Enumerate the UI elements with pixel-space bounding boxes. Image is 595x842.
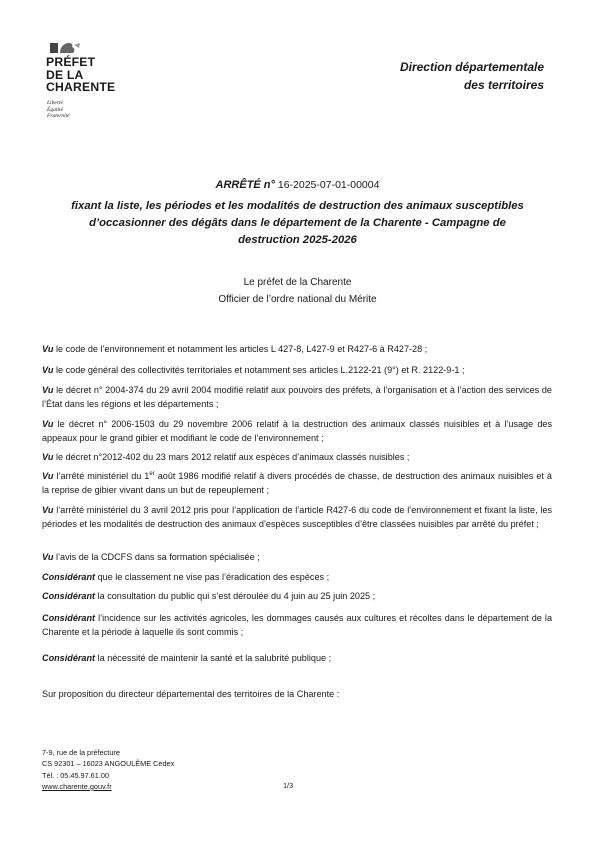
- logo-line-3: CHARENTE: [46, 80, 116, 94]
- logo-line-1: PRÉFET: [46, 55, 96, 69]
- footer-address: [42, 747, 174, 792]
- arrete-title: [44, 198, 551, 249]
- title-line-1: fixant la liste, les périodes et les modalités de destruction des animaux susceptibles: [71, 200, 524, 212]
- arrete-label: ARRÊTÉ n°: [215, 179, 275, 191]
- considerant-item: Considérant l’incidence sur les activités agricoles, les dommages causés aux cultures et récoltes dans le département de la Charente et la période à laquelle ils sont commis ;: [42, 613, 552, 637]
- prefect-block: [0, 274, 595, 308]
- proposition-line: Sur proposition du directeur départemental des territoires de la Charente :: [42, 689, 340, 699]
- page-number: 1/3: [283, 781, 294, 790]
- footer-phone: Tél. : 05.45.97.61.00: [42, 770, 109, 780]
- footer-address-2: CS 92301 – 16023 ANGOULÊME Cedex: [42, 759, 175, 769]
- direction-line-1: Direction départementale: [399, 60, 544, 74]
- logo-line-2: DE LA: [46, 67, 84, 82]
- title-line-2: d’occasionner des dégâts dans le département de la Charente - Campagne de: [89, 217, 506, 229]
- arrete-number-value: 16-2025-07-01-00004: [277, 179, 380, 191]
- logo-text: [46, 56, 156, 94]
- visa-item: Vu le décret n° 2004-374 du 29 avril 2004 modifié relatif aux pouvoirs des préfets, à l’organisation et à l’action des services de l’État dans les régions et les départements ;: [42, 385, 552, 409]
- footer-address-1: 7-9, rue de la préfecture: [42, 748, 120, 757]
- considerant-item: Considérant la consultation du public qui s’est déroulée du 4 juin au 25 juin 2025 ;: [42, 591, 376, 601]
- devise-egalite: Égalité: [47, 106, 63, 113]
- considerant-item: Considérant que le classement ne vise pas l’éradication des espèces ;: [42, 572, 330, 582]
- considerant-item: Considérant la nécessité de maintenir la santé et la salubrité publique ;: [42, 653, 332, 663]
- devise: [47, 100, 117, 120]
- devise-fraternite: Fraternité: [47, 113, 70, 120]
- visa-item: Vu le décret n° 2006-1503 du 29 novembre 2006 relatif à la destruction des animaux classés nuisibles et à l’usage des appeaux pour le grand gibier et modifiant le code de l’environnement ;: [42, 419, 552, 443]
- visa-item: Vu le code de l’environnement et notamment les articles L 427-8, L427-9 et R427-6 à R427-28 ;: [42, 344, 428, 354]
- footer-website-link[interactable]: www.charente.gouv.fr: [42, 781, 112, 791]
- visa-item: Vu l’arrêté ministériel du 3 avril 2012 pris pour l’application de l’article R427-6 du code de l’environnement et fixant la liste, les périodes et les modalités de destruction des animaux d’espèces susceptibles d’être classées nuisibles par arrêté du préfet ;: [42, 505, 552, 529]
- direction-heading: [400, 58, 544, 94]
- marianne-icon: [48, 42, 82, 54]
- direction-line-2: des territoires: [463, 78, 544, 92]
- devise-liberte: Liberté: [47, 100, 63, 106]
- title-line-3: destruction 2025-2026: [238, 234, 357, 246]
- arrete-number: [0, 179, 595, 191]
- visa-item: Vu l’avis de la CDCFS dans sa formation spécialisée ;: [42, 552, 260, 562]
- prefect-line-2: Officier de l’ordre national du Mérite: [218, 294, 377, 305]
- visa-item: Vu le décret n°2012-402 du 23 mars 2012 relatif aux espèces d’animaux classés nuisibles ;: [42, 452, 410, 462]
- prefect-line-1: Le préfet de la Charente: [243, 277, 352, 288]
- visa-item: Vu le code général des collectivités territoriales et notamment ses articles L.2122-21 (9°) et R. 2122-9-1 ;: [42, 365, 465, 375]
- visa-item: Vu l’arrêté ministériel du 1er août 1986 modifié relatif à divers procédés de chasse, de destruction des animaux nuisibles et à la reprise de gibier vivant dans un but de repeuplement ;: [42, 470, 552, 495]
